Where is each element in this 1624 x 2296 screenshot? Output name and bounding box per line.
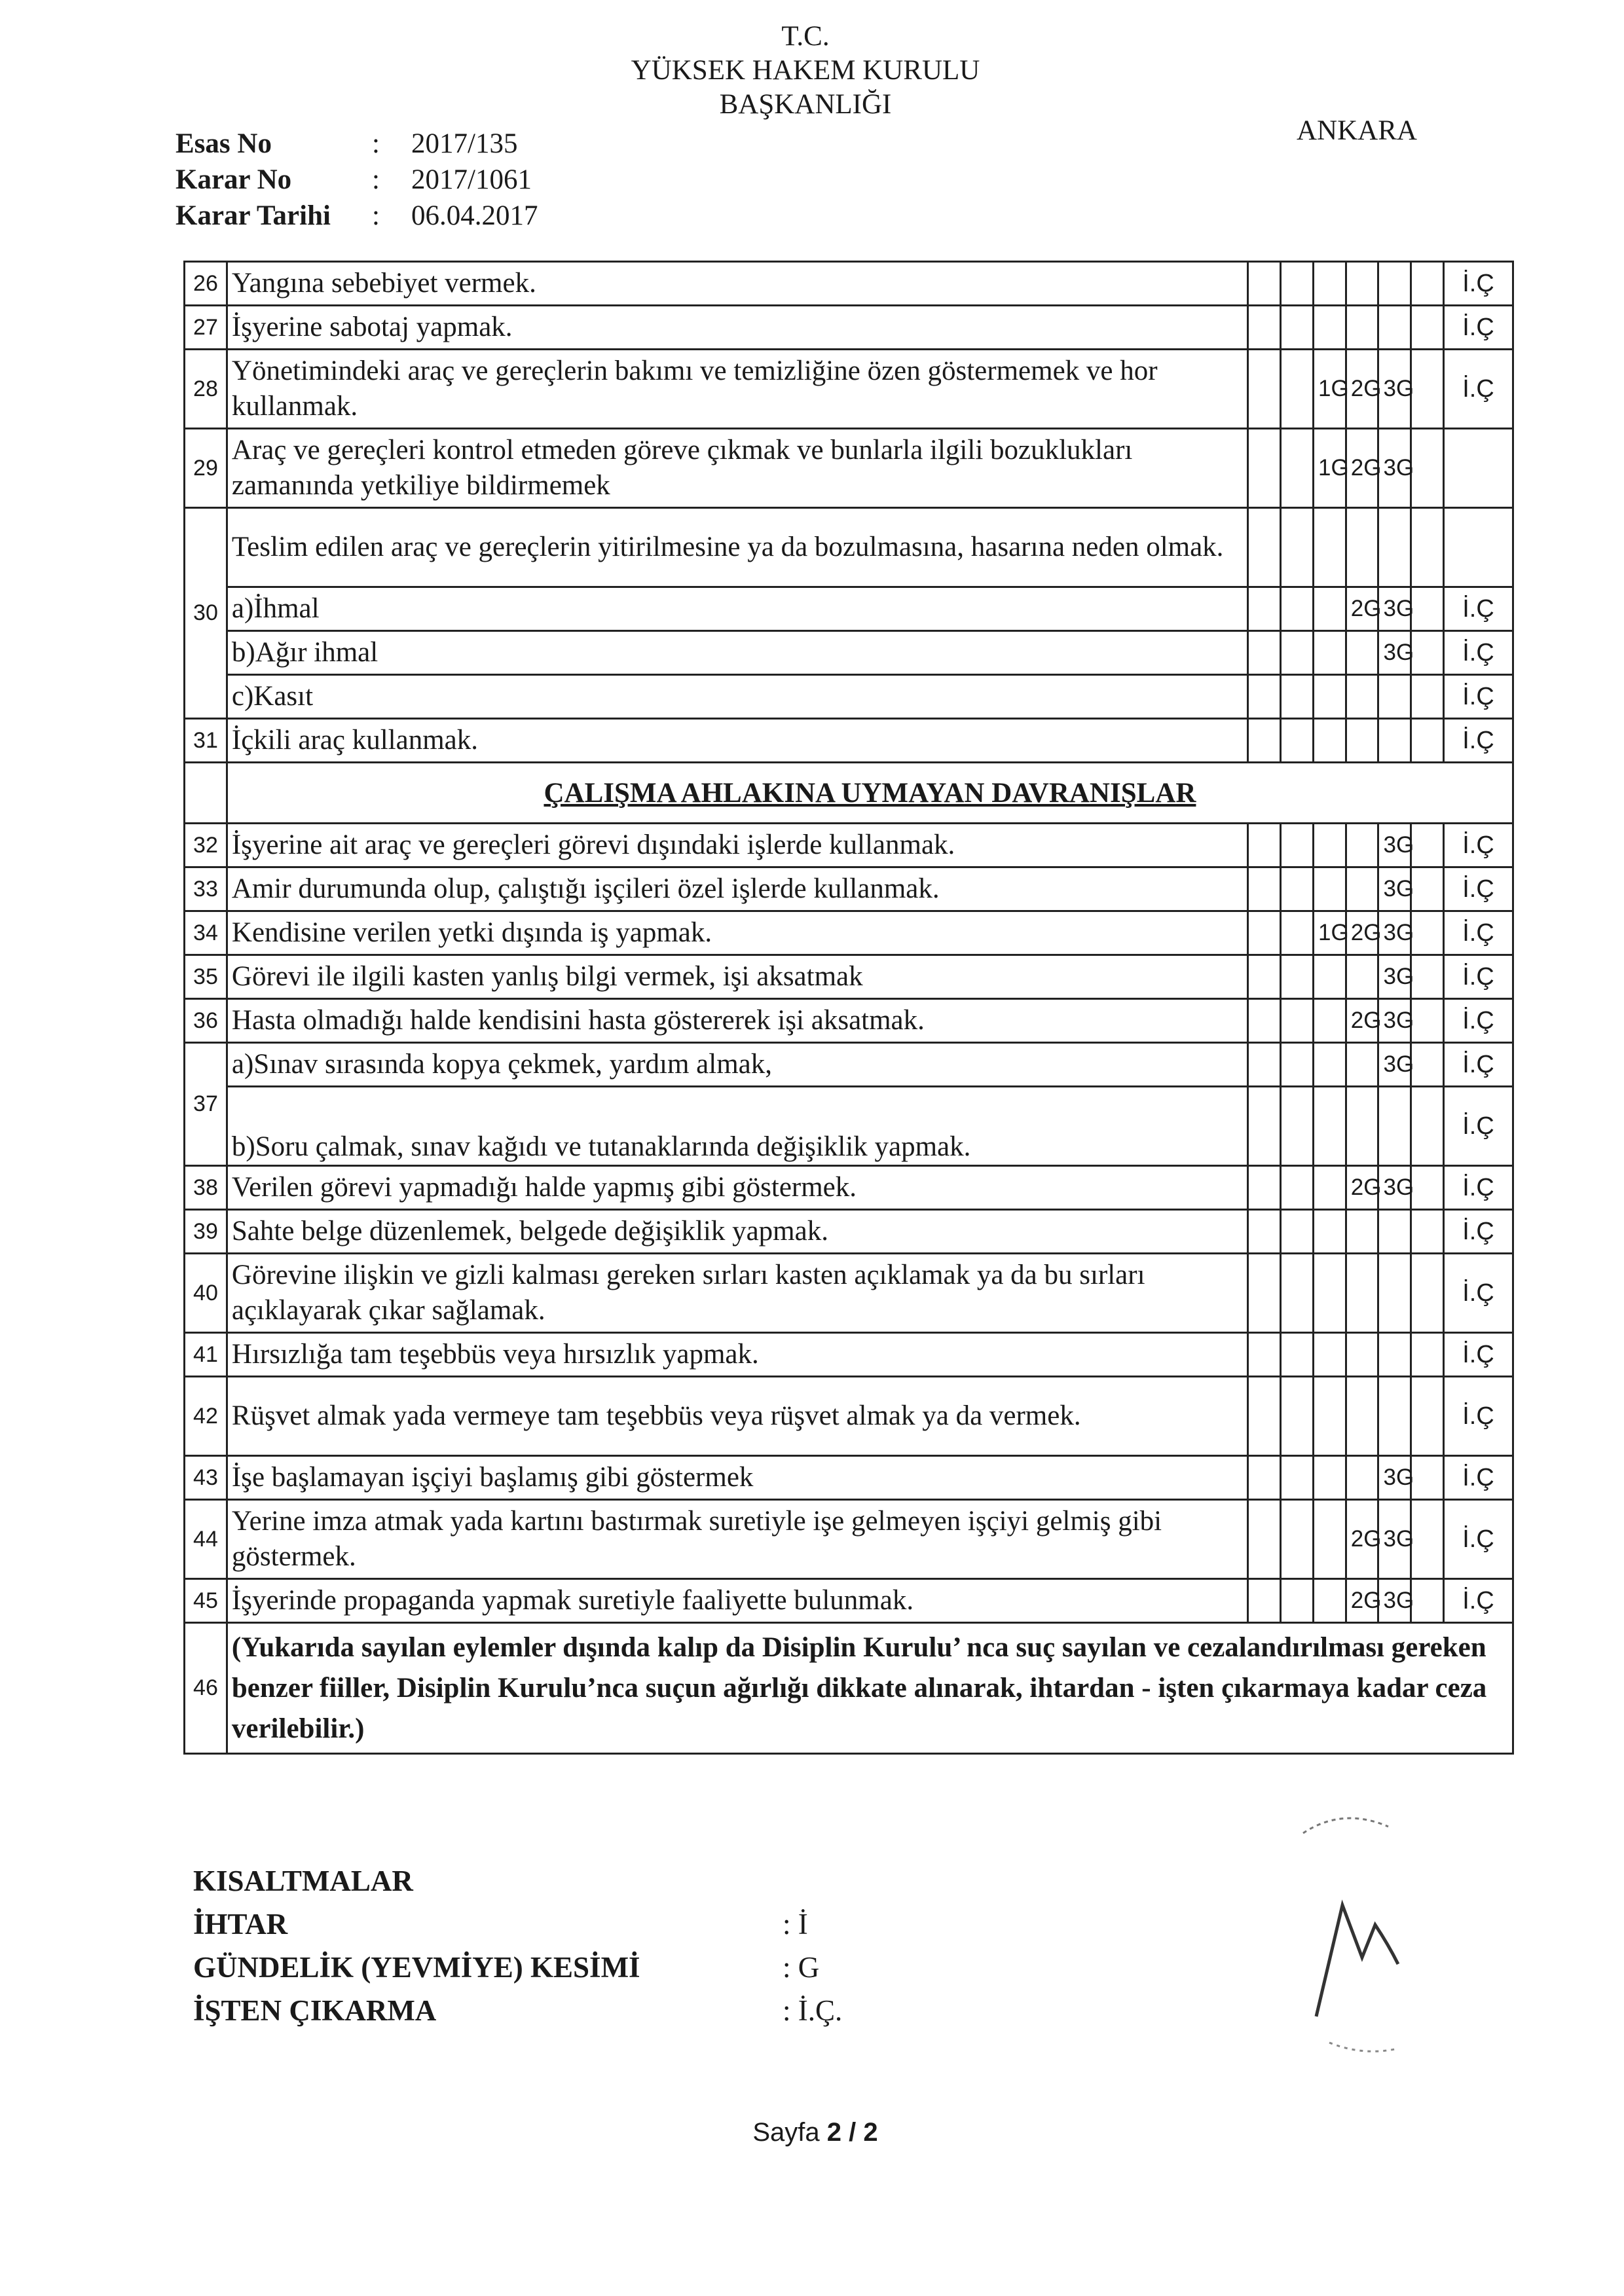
penalty-2g: 2G xyxy=(1346,999,1378,1043)
penalty-3g: 3G xyxy=(1378,867,1411,911)
row-subitem: a)Sınav sırasında kopya çekmek, yardım almak, xyxy=(227,1043,1248,1087)
dismissal-cell: İ.Ç xyxy=(1443,955,1513,999)
table-row xyxy=(185,1166,1513,1210)
dismissal-cell: İ.Ç xyxy=(1443,1377,1513,1456)
meta-label: Karar No xyxy=(175,164,292,195)
dismissal-cell: İ.Ç xyxy=(1443,1210,1513,1254)
dismissal-cell: İ.Ç xyxy=(1443,911,1513,955)
meta-label: Karar Tarihi xyxy=(175,200,331,231)
table-row xyxy=(185,867,1513,911)
row-text: Sahte belge düzenlemek, belgede değişiklik yapmak. xyxy=(227,1210,1248,1254)
row-text: Teslim edilen araç ve gereçlerin yitirilmesine ya da bozulmasına, hasarına neden olmak. xyxy=(227,508,1248,587)
row-subitem: b)Ağır ihmal xyxy=(227,631,1248,675)
row-number: 29 xyxy=(185,429,227,508)
row-number: 33 xyxy=(185,867,227,911)
header-institution: YÜKSEK HAKEM KURULU xyxy=(631,55,980,86)
penalty-2g: 2G xyxy=(1346,1579,1378,1623)
penalty-3g: 3G xyxy=(1378,587,1411,631)
table-row xyxy=(185,1043,1513,1087)
dismissal-cell: İ.Ç xyxy=(1443,1166,1513,1210)
abbr-row xyxy=(193,1989,842,2032)
row-number: 37 xyxy=(185,1043,227,1166)
header-presidency: BAŞKANLIĞI xyxy=(719,89,892,120)
header-city: ANKARA xyxy=(1297,115,1417,146)
penalty-3g: 3G xyxy=(1378,1166,1411,1210)
row-text: Yönetimindeki araç ve gereçlerin bakımı ve temizliğine özen göstermemek ve hor kullanmak. xyxy=(227,350,1248,429)
penalty-2g: 2G xyxy=(1346,911,1378,955)
row-text: İşyerine ait araç ve gereçleri görevi dışındaki işlerde kullanmak. xyxy=(227,824,1248,867)
table-row xyxy=(185,350,1513,429)
row-number: 41 xyxy=(185,1333,227,1377)
row-number: 40 xyxy=(185,1254,227,1333)
abbreviations-title: KISALTMALAR xyxy=(193,1865,413,1897)
meta-row-esas xyxy=(175,126,538,162)
penalty-3g: 3G xyxy=(1378,1500,1411,1579)
penalty-2g: 2G xyxy=(1346,1166,1378,1210)
table-row xyxy=(185,1623,1513,1754)
header-block xyxy=(576,20,1035,122)
row-text: (Yukarıda sayılan eylemler dışında kalıp da Disiplin Kurulu’ nca suç sayılan ve cezalandırılması gereken benzer fiiller, Disiplin Kurulu’nca suçun ağırlığı dikkate alınarak, ihtardan - işten çıkarmaya kadar ceza verilebilir.) xyxy=(227,1623,1513,1754)
row-text: Kendisine verilen yetki dışında iş yapmak. xyxy=(227,911,1248,955)
row-number: 26 xyxy=(185,262,227,306)
row-text: Verilen görevi yapmadığı halde yapmış gibi göstermek. xyxy=(227,1166,1248,1210)
dismissal-cell: İ.Ç xyxy=(1443,867,1513,911)
abbr-row xyxy=(193,1903,842,1946)
table-row xyxy=(185,1377,1513,1456)
dismissal-cell: İ.Ç xyxy=(1443,306,1513,350)
row-number: 36 xyxy=(185,999,227,1043)
signature-stroke xyxy=(1316,1905,1398,2016)
abbr-label: İHTAR xyxy=(193,1908,288,1941)
section-row xyxy=(185,763,1513,824)
penalty-2g: 2G xyxy=(1346,350,1378,429)
penalty-3g: 3G xyxy=(1378,1043,1411,1087)
penalty-3g: 3G xyxy=(1378,631,1411,675)
row-subitem: b)Soru çalmak, sınav kağıdı ve tutanaklarında değişiklik yapmak. xyxy=(227,1087,1248,1166)
row-number: 45 xyxy=(185,1579,227,1623)
table-row xyxy=(185,1210,1513,1254)
penalty-3g: 3G xyxy=(1378,350,1411,429)
table-row xyxy=(185,1087,1513,1166)
signature-stamp xyxy=(1264,1794,1447,2069)
abbr-value: : İ xyxy=(783,1908,808,1941)
dismissal-cell: İ.Ç xyxy=(1443,350,1513,429)
dismissal-cell: İ.Ç xyxy=(1443,262,1513,306)
dismissal-cell: İ.Ç xyxy=(1443,1087,1513,1166)
penalty-3g: 3G xyxy=(1378,1456,1411,1500)
table-row xyxy=(185,911,1513,955)
table-row xyxy=(185,1456,1513,1500)
row-text: İçkili araç kullanmak. xyxy=(227,719,1248,763)
row-number: 44 xyxy=(185,1500,227,1579)
row-text: Hasta olmadığı halde kendisini hasta göstererek işi aksatmak. xyxy=(227,999,1248,1043)
stamp-arc xyxy=(1303,1818,1388,1833)
row-text: Araç ve gereçleri kontrol etmeden göreve çıkmak ve bunlarla ilgili bozuklukları zamanında yetkiliye bildirmemek xyxy=(227,429,1248,508)
penalty-2g: 2G xyxy=(1346,587,1378,631)
row-text: Görevine ilişkin ve gizli kalması gereken sırları kasten açıklamak ya da bu sırları açıklayarak çıkar sağlamak. xyxy=(227,1254,1248,1333)
dismissal-cell: İ.Ç xyxy=(1443,1500,1513,1579)
penalty-1g: 1G xyxy=(1313,350,1346,429)
row-number: 34 xyxy=(185,911,227,955)
table-row xyxy=(185,262,1513,306)
page-sep: / xyxy=(841,2118,864,2147)
abbr-value: : İ.Ç. xyxy=(783,1994,843,2027)
dismissal-cell: İ.Ç xyxy=(1443,1579,1513,1623)
table-row xyxy=(185,508,1513,587)
table-row xyxy=(185,824,1513,867)
table-row xyxy=(185,306,1513,350)
dismissal-cell: İ.Ç xyxy=(1443,1456,1513,1500)
row-text: Rüşvet almak yada vermeye tam teşebbüs veya rüşvet almak ya da vermek. xyxy=(227,1377,1248,1456)
table-row xyxy=(185,1579,1513,1623)
header-tc: T.C. xyxy=(781,21,830,52)
row-text: Yerine imza atmak yada kartını bastırmak suretiyle işe gelmeyen işçiyi gelmiş gibi göstermek. xyxy=(227,1500,1248,1579)
penalty-2g: 2G xyxy=(1346,429,1378,508)
dismissal-cell: İ.Ç xyxy=(1443,587,1513,631)
dismissal-cell: İ.Ç xyxy=(1443,631,1513,675)
meta-sep: : xyxy=(372,128,380,159)
table-row xyxy=(185,1500,1513,1579)
table-row xyxy=(185,1254,1513,1333)
penalty-1g: 1G xyxy=(1313,911,1346,955)
page-total: 2 xyxy=(863,2118,878,2147)
row-number: 43 xyxy=(185,1456,227,1500)
row-number: 28 xyxy=(185,350,227,429)
row-text: Amir durumunda olup, çalıştığı işçileri özel işlerde kullanmak. xyxy=(227,867,1248,911)
stamp-arc xyxy=(1329,2043,1395,2051)
penalty-3g: 3G xyxy=(1378,911,1411,955)
table-row xyxy=(185,1333,1513,1377)
row-number: 46 xyxy=(185,1623,227,1754)
row-text: İşyerine sabotaj yapmak. xyxy=(227,306,1248,350)
row-number: 30 xyxy=(185,508,227,719)
row-text: İşe başlamayan işçiyi başlamış gibi göstermek xyxy=(227,1456,1248,1500)
penalty-3g: 3G xyxy=(1378,955,1411,999)
table-row xyxy=(185,999,1513,1043)
section-title: ÇALIŞMA AHLAKINA UYMAYAN DAVRANIŞLAR xyxy=(227,763,1513,824)
meta-value: 06.04.2017 xyxy=(411,200,538,231)
penalty-3g: 3G xyxy=(1378,824,1411,867)
row-text: Yangına sebebiyet vermek. xyxy=(227,262,1248,306)
dismissal-cell: İ.Ç xyxy=(1443,824,1513,867)
row-number: 38 xyxy=(185,1166,227,1210)
case-meta xyxy=(175,126,538,234)
row-subitem: a)İhmal xyxy=(227,587,1248,631)
abbr-label: GÜNDELİK (YEVMİYE) KESİMİ xyxy=(193,1951,640,1984)
row-number: 39 xyxy=(185,1210,227,1254)
page-current: 2 xyxy=(826,2118,842,2147)
penalty-2g: 2G xyxy=(1346,1500,1378,1579)
dismissal-cell: İ.Ç xyxy=(1443,719,1513,763)
penalty-1g: 1G xyxy=(1313,429,1346,508)
row-number: 35 xyxy=(185,955,227,999)
page-prefix: Sayfa xyxy=(752,2118,827,2147)
table-row xyxy=(185,429,1513,508)
meta-label: Esas No xyxy=(175,128,272,159)
dismissal-cell: İ.Ç xyxy=(1443,999,1513,1043)
meta-sep: : xyxy=(372,200,380,231)
row-number: 31 xyxy=(185,719,227,763)
abbreviations xyxy=(193,1859,842,2032)
abbr-label: İŞTEN ÇIKARMA xyxy=(193,1994,437,2027)
penalty-3g: 3G xyxy=(1378,1579,1411,1623)
dismissal-cell: İ.Ç xyxy=(1443,675,1513,719)
page-number xyxy=(750,2118,881,2147)
meta-sep: : xyxy=(372,164,380,195)
row-number: 42 xyxy=(185,1377,227,1456)
table-row xyxy=(185,955,1513,999)
row-text: İşyerinde propaganda yapmak suretiyle faaliyette bulunmak. xyxy=(227,1579,1248,1623)
penalty-table xyxy=(183,261,1514,1755)
row-subitem: c)Kasıt xyxy=(227,675,1248,719)
row-number: 27 xyxy=(185,306,227,350)
table-row xyxy=(185,675,1513,719)
table-row xyxy=(185,631,1513,675)
table-row xyxy=(185,719,1513,763)
penalty-3g: 3G xyxy=(1378,429,1411,508)
meta-value: 2017/135 xyxy=(411,128,518,159)
abbr-value: : G xyxy=(783,1951,820,1984)
meta-row-karar xyxy=(175,162,538,198)
dismissal-cell: İ.Ç xyxy=(1443,1043,1513,1087)
table-row xyxy=(185,587,1513,631)
penalty-3g: 3G xyxy=(1378,999,1411,1043)
row-text: Hırsızlığa tam teşebbüs veya hırsızlık yapmak. xyxy=(227,1333,1248,1377)
meta-value: 2017/1061 xyxy=(411,164,532,195)
abbr-row xyxy=(193,1946,842,1989)
row-number: 32 xyxy=(185,824,227,867)
row-text: Görevi ile ilgili kasten yanlış bilgi vermek, işi aksatmak xyxy=(227,955,1248,999)
dismissal-cell: İ.Ç xyxy=(1443,1254,1513,1333)
dismissal-cell: İ.Ç xyxy=(1443,1333,1513,1377)
meta-row-tarih xyxy=(175,198,538,234)
